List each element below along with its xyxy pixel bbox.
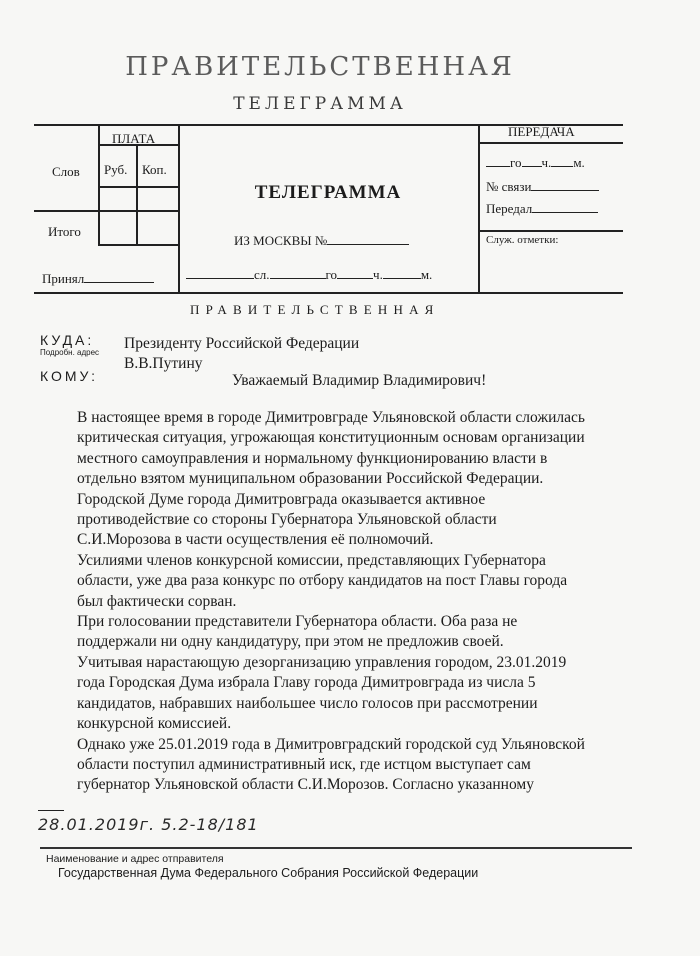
- service-hline: [478, 230, 623, 232]
- where-label: КУДА:: [40, 332, 95, 348]
- header-subtitle: ТЕЛЕГРАММА: [233, 94, 407, 114]
- body-line: Однако уже 25.01.2019 года в Димитровградский городской суд Ульяновской: [77, 735, 585, 753]
- body-line: отдельно взятом муниципальном образовании Российской Федерации.: [77, 470, 544, 488]
- body-line: был фактически сорван.: [77, 592, 237, 610]
- header-title: ПРАВИТЕЛЬСТВЕННАЯ: [125, 52, 515, 82]
- body-line: критическая ситуация, угрожающая конституционным основам организации: [77, 429, 585, 447]
- body-line: Городской Думе города Димитровграда оказывается активное: [77, 490, 486, 508]
- pay-header: ПЛАТА: [112, 131, 156, 146]
- gov-line: ПРАВИТЕЛЬСТВЕННАЯ: [190, 302, 440, 317]
- body-line: противодействие со стороны Губернатора Ульяновской области: [77, 511, 497, 529]
- telegram-body: [77, 408, 637, 796]
- form-divider-right: [478, 126, 480, 292]
- service-notes-label: Служ. отметки:: [486, 234, 559, 246]
- received-label: Принял: [42, 270, 154, 287]
- body-line: губернатор Ульяновской области С.И.Морозов. Согласно указанному: [77, 776, 534, 794]
- sender-label: Наименование и адрес отправителя: [46, 853, 224, 865]
- body-line: года Городская Дума избрала Главу города Димитровграда из числа 5: [77, 674, 536, 692]
- body-line: кандидатов, набравших наибольшее число голосов при рассмотрении: [77, 694, 538, 712]
- pay-hline-3: [34, 210, 178, 212]
- transfer-time-field: го ч. м.: [486, 154, 585, 171]
- dash-mark: [38, 810, 64, 811]
- body-line: В настоящее время в городе Димитровграде Ульяновской области сложилась: [77, 409, 585, 426]
- body-line: С.И.Морозова в части осуществления её полномочий.: [77, 531, 434, 549]
- body-line: При голосовании представители Губернатора области. Оба раза не: [77, 613, 518, 631]
- body-line: области, уже два раза конкурс по отбору кандидатов на пост Главы города: [77, 572, 568, 590]
- body-line: поддержали ни одну кандидатуру, при этом не предложив своей.: [77, 633, 504, 651]
- pay-divider-2: [136, 144, 138, 244]
- to-whom-label: КОМУ:: [40, 368, 99, 384]
- body-line: области поступил административный иск, где истцом выступает сам: [77, 755, 531, 773]
- transfer-header: ПЕРЕДАЧА: [508, 124, 575, 139]
- transfer-hline: [478, 142, 623, 144]
- greeting: Уважаемый Владимир Владимирович!: [232, 372, 487, 389]
- handwritten-date-number: 28.01.2019г. 5.2-18/181: [38, 815, 259, 834]
- telegram-heading: ТЕЛЕГРАММА: [254, 182, 402, 203]
- where-sublabel: Подробн. адрес: [40, 348, 100, 357]
- link-number-field: № связи: [486, 178, 599, 195]
- sender-name: Государственная Дума Федерального Собрания Российской Федерации: [58, 866, 479, 880]
- body-line: Учитывая нарастающую дезорганизацию управления городом, 23.01.2019: [77, 653, 567, 671]
- form-divider-left: [178, 126, 180, 292]
- from-moscow-field: ИЗ МОСКВЫ №: [234, 232, 409, 249]
- transmitted-field: Передал: [486, 200, 598, 217]
- total-label: Итого: [48, 224, 81, 239]
- body-line: конкурсной комиссией.: [77, 715, 232, 733]
- telegram-form: [34, 124, 623, 294]
- rub-label: Руб.: [104, 162, 128, 177]
- kop-label: Коп.: [142, 162, 167, 177]
- body-line: местного самоуправления и нормальному функционированию власти в: [77, 449, 548, 467]
- pay-hline-4: [98, 244, 178, 246]
- recipient-title: Президенту Российской Федерации: [124, 335, 360, 352]
- words-label: Слов: [52, 164, 80, 179]
- date-time-field: сл. го ч. м.: [186, 266, 432, 283]
- recipient-name: В.В.Путину: [124, 355, 203, 372]
- footer-rule: [40, 847, 632, 849]
- pay-hline-2: [98, 186, 178, 188]
- body-line: Усилиями членов конкурсной комиссии, представляющих Губернатора: [77, 551, 546, 569]
